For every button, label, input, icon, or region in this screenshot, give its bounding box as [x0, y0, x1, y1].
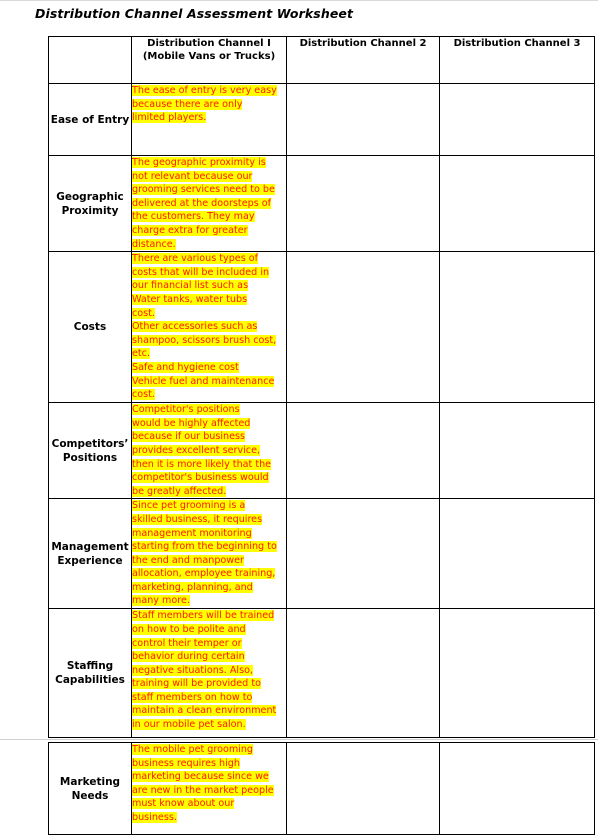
- highlighted-text-line: marketing because since we: [132, 771, 269, 783]
- highlighted-text-line: training will be provided to: [132, 678, 261, 690]
- channel-2-assessment-geographic-proximity: [287, 156, 440, 252]
- table-header-row: [49, 37, 595, 84]
- highlighted-text-line: The ease of entry is very easy: [132, 85, 277, 96]
- channel-1-assessment-staffing-capabilities: [132, 609, 287, 738]
- row-label-line: Proximity: [61, 204, 119, 217]
- highlighted-text-line: be greatly affected.: [132, 485, 227, 497]
- highlighted-text-line: Water tanks, water tubs: [132, 293, 248, 305]
- table-row-marketing-needs: [49, 743, 595, 835]
- highlighted-text-line: the customers. They may: [132, 211, 255, 223]
- row-label-line: Marketing: [59, 775, 121, 788]
- highlighted-text-line: because there are only: [132, 98, 243, 110]
- channel-3-assessment-competitors-positions: [440, 403, 595, 499]
- highlighted-text-line: our financial list such as: [132, 280, 249, 292]
- channel-2-assessment-costs: [287, 252, 440, 403]
- table-body-page-1: [49, 84, 595, 738]
- highlighted-text-line: maintain a clean environment: [132, 705, 277, 717]
- row-label-line: Ease of Entry: [50, 113, 130, 126]
- highlighted-text-line: delivered at the doorsteps of: [132, 197, 271, 209]
- highlighted-text-line: the end and manpower: [132, 554, 244, 566]
- highlighted-text-line: cost.: [132, 307, 155, 319]
- assessment-table: [48, 36, 595, 738]
- highlighted-text-line: Safe and hygiene cost: [132, 361, 239, 373]
- highlighted-text-line: Vehicle fuel and maintenance: [132, 375, 275, 387]
- highlighted-text-line: negative situations. Also,: [132, 664, 254, 676]
- assessment-table-continued: [48, 742, 595, 835]
- highlighted-text-line: then it is more likely that the: [132, 458, 272, 470]
- highlighted-text-line: etc.: [132, 348, 150, 360]
- channel-2-assessment-competitors-positions: [287, 403, 440, 499]
- channel-2-assessment-ease-of-entry: [287, 84, 440, 156]
- table-body-page-2: [49, 743, 595, 835]
- highlighted-text-line: grooming services need to be: [132, 184, 275, 196]
- row-label-line: Staffing: [66, 660, 114, 673]
- highlighted-text-line: The mobile pet grooming: [132, 744, 254, 755]
- highlighted-text-line: staff members on how to: [132, 691, 253, 703]
- row-label-geographic-proximity: [49, 156, 132, 252]
- channel-2-assessment-staffing-capabilities: [287, 609, 440, 738]
- header-channel-3: Distribution Channel 3: [440, 37, 595, 84]
- highlighted-text-line: There are various types of: [132, 253, 258, 265]
- channel-2-assessment-marketing-needs: [287, 743, 440, 835]
- channel-3-assessment-geographic-proximity: [440, 156, 595, 252]
- channel-3-assessment-marketing-needs: [440, 743, 595, 835]
- highlighted-text-line: control their temper or: [132, 637, 242, 649]
- row-label-line: Costs: [73, 321, 107, 334]
- highlighted-text-line: costs that will be included in: [132, 266, 270, 278]
- row-label-ease-of-entry: [49, 84, 132, 156]
- row-label-line: Geographic: [56, 190, 124, 203]
- row-label-line: Competitors’: [51, 437, 129, 450]
- highlighted-text-line: business requires high: [132, 757, 240, 769]
- highlighted-text-line: many more.: [132, 595, 190, 607]
- highlighted-text-line: behavior during certain: [132, 651, 245, 663]
- header-channel-2: Distribution Channel 2: [287, 37, 440, 84]
- channel-1-assessment-costs: [132, 252, 287, 403]
- highlighted-text-line: because if our business: [132, 431, 246, 443]
- channel-3-assessment-ease-of-entry: [440, 84, 595, 156]
- highlighted-text-line: are new in the market people: [132, 784, 274, 796]
- header-channel-1-line-1: Distribution Channel I: [147, 38, 271, 49]
- row-label-line: Management: [51, 540, 129, 553]
- highlighted-text-line: distance.: [132, 238, 176, 250]
- row-label-competitors-positions: [49, 403, 132, 499]
- highlighted-text-line: Other accessories such as: [132, 321, 258, 333]
- row-label-costs: [49, 252, 132, 403]
- table-row-costs: [49, 252, 595, 403]
- row-label-management-experience: [49, 499, 132, 609]
- highlighted-text-line: The geographic proximity is: [132, 157, 266, 168]
- highlighted-text-line: on how to be polite and: [132, 623, 246, 635]
- highlighted-text-line: Since pet grooming is a: [132, 500, 246, 512]
- highlighted-text-line: Competitor's positions: [132, 404, 240, 416]
- highlighted-text-line: provides excellent service,: [132, 444, 261, 456]
- table-row-management-experience: [49, 499, 595, 609]
- highlighted-text-line: management monitoring: [132, 527, 252, 539]
- row-label-line: Needs: [71, 789, 109, 802]
- row-label-marketing-needs: [49, 743, 132, 835]
- highlighted-text-line: starting from the beginning to: [132, 541, 277, 553]
- channel-1-assessment-competitors-positions: [132, 403, 287, 499]
- highlighted-text-line: marketing, planning, and: [132, 581, 253, 593]
- channel-1-assessment-geographic-proximity: [132, 156, 287, 252]
- highlighted-text-line: limited players.: [132, 112, 207, 124]
- channel-3-assessment-costs: [440, 252, 595, 403]
- header-channel-1-line-2: (Mobile Vans or Trucks): [142, 51, 276, 62]
- highlighted-text-line: Staff members will be trained: [132, 610, 275, 622]
- channel-1-assessment-marketing-needs: [132, 743, 287, 835]
- row-label-staffing-capabilities: [49, 609, 132, 738]
- highlighted-text-line: business.: [132, 811, 177, 823]
- channel-3-assessment-management-experience: [440, 499, 595, 609]
- table-row-competitors-positions: [49, 403, 595, 499]
- highlighted-text-line: cost.: [132, 389, 155, 401]
- channel-1-assessment-ease-of-entry: [132, 84, 287, 156]
- channel-1-assessment-management-experience: [132, 499, 287, 609]
- header-channel-1: [132, 37, 287, 84]
- page-top-border: [0, 0, 598, 1]
- highlighted-text-line: allocation, employee training,: [132, 568, 276, 580]
- highlighted-text-line: skilled business, it requires: [132, 513, 263, 525]
- row-label-line: Capabilities: [55, 674, 125, 687]
- row-label-line: Positions: [62, 451, 118, 464]
- highlighted-text-line: in our mobile pet salon.: [132, 719, 246, 731]
- highlighted-text-line: must know about our: [132, 798, 235, 810]
- highlighted-text-line: shampoo, scissors brush cost,: [132, 334, 277, 346]
- table-row-ease-of-entry: [49, 84, 595, 156]
- row-label-line: Experience: [57, 554, 123, 567]
- highlighted-text-line: not relevant because our: [132, 170, 253, 182]
- worksheet-title: Distribution Channel Assessment Worksheet: [35, 6, 354, 21]
- highlighted-text-line: charge extra for greater: [132, 224, 248, 236]
- table-row-staffing-capabilities: [49, 609, 595, 738]
- channel-3-assessment-staffing-capabilities: [440, 609, 595, 738]
- table-row-geographic-proximity: [49, 156, 595, 252]
- channel-2-assessment-management-experience: [287, 499, 440, 609]
- highlighted-text-line: competitor's business would: [132, 472, 269, 484]
- page-break-divider: [0, 739, 598, 740]
- header-corner-cell: [49, 37, 132, 84]
- highlighted-text-line: would be highly affected: [132, 417, 251, 429]
